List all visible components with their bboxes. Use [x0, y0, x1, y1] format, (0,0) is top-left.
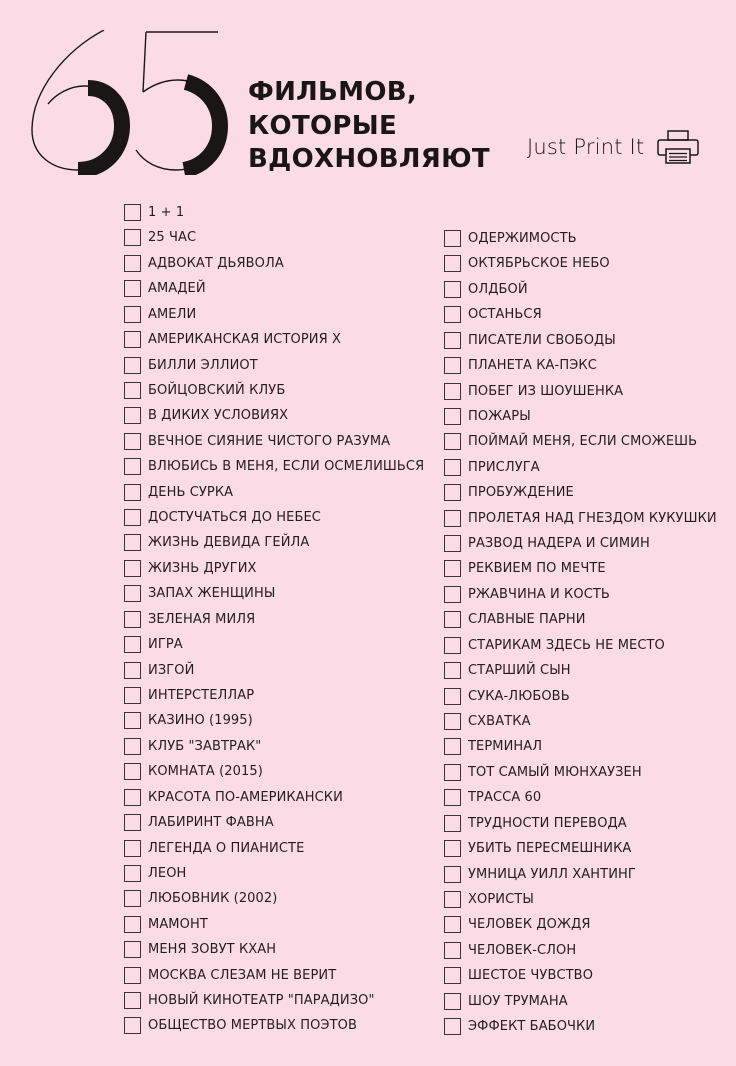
checkbox[interactable]: [124, 229, 141, 246]
checkbox[interactable]: [124, 204, 141, 221]
list-item: [124, 202, 184, 222]
list-item: [444, 965, 593, 985]
list-item: [444, 991, 568, 1011]
film-title: 25 ЧАС: [148, 229, 197, 245]
film-title: ЭФФЕКТ БАБОЧКИ: [468, 1018, 596, 1034]
checkbox[interactable]: [444, 484, 461, 501]
checkbox[interactable]: [124, 255, 141, 272]
list-item: [444, 228, 577, 248]
film-title: ИНТЕРСТЕЛЛАР: [148, 687, 255, 703]
film-title: АДВОКАТ ДЬЯВОЛА: [148, 255, 284, 271]
list-item: [124, 278, 206, 298]
checkbox[interactable]: [444, 993, 461, 1010]
list-item: [444, 711, 531, 731]
page-title-line-3: ВДОХНОВЛЯЮТ: [248, 144, 490, 174]
film-title: АМАДЕЙ: [148, 280, 206, 296]
checkbox[interactable]: [444, 891, 461, 908]
film-title: АМЕЛИ: [148, 306, 197, 322]
list-item: [444, 304, 542, 324]
checkbox[interactable]: [444, 510, 461, 527]
film-title: ПОБЕГ ИЗ ШОУШЕНКА: [468, 383, 624, 399]
checkbox[interactable]: [124, 763, 141, 780]
checkbox[interactable]: [124, 992, 141, 1009]
list-item: [124, 329, 341, 349]
checkbox[interactable]: [124, 534, 141, 551]
list-item: [444, 813, 627, 833]
list-item: [124, 812, 274, 832]
checkbox[interactable]: [444, 357, 461, 374]
checkbox[interactable]: [444, 866, 461, 883]
list-item: [124, 787, 343, 807]
list-item: [444, 660, 571, 680]
film-title: ХОРИСТЫ: [468, 891, 534, 907]
checkbox[interactable]: [444, 840, 461, 857]
film-title: ЗАПАХ ЖЕНЩИНЫ: [148, 585, 276, 601]
list-item: [444, 355, 597, 375]
film-title: ПОЙМАЙ МЕНЯ, ЕСЛИ СМОЖЕШЬ: [468, 433, 698, 449]
list-item: [124, 736, 261, 756]
list-item: [124, 253, 284, 273]
film-title: МОСКВА СЛЕЗАМ НЕ ВЕРИТ: [148, 967, 337, 983]
film-title: ДЕНЬ СУРКА: [148, 484, 234, 500]
film-title: ШЕСТОЕ ЧУВСТВО: [468, 967, 594, 983]
film-title: НОВЫЙ КИНОТЕАТР "ПАРАДИЗО": [148, 992, 375, 1008]
checkbox[interactable]: [124, 814, 141, 831]
film-title: КОМНАТА (2015): [148, 763, 263, 779]
checkbox[interactable]: [444, 281, 461, 298]
checkbox[interactable]: [444, 306, 461, 323]
film-title: ОБЩЕСТВО МЕРТВЫХ ПОЭТОВ: [148, 1017, 357, 1033]
checkbox[interactable]: [124, 712, 141, 729]
checkbox[interactable]: [124, 280, 141, 297]
film-title: ТОТ САМЫЙ МЮНХАУЗЕН: [468, 764, 642, 780]
checkbox[interactable]: [444, 789, 461, 806]
list-item: [124, 863, 186, 883]
film-title: ТРАССА 60: [468, 789, 542, 805]
checkbox[interactable]: [444, 459, 461, 476]
list-item: [444, 736, 542, 756]
list-item: [124, 965, 336, 985]
film-title: БИЛЛИ ЭЛЛИОТ: [148, 357, 258, 373]
film-title: ПЛАНЕТА КА-ПЭКС: [468, 357, 597, 373]
film-title: ИЗГОЙ: [148, 662, 195, 678]
list-item: [444, 482, 574, 502]
film-title: МАМОНТ: [148, 916, 208, 932]
checkbox[interactable]: [124, 916, 141, 933]
list-item: [124, 583, 275, 603]
list-item: [444, 940, 576, 960]
list-item: [444, 279, 528, 299]
hero-number-65: [26, 30, 241, 175]
list-item: [124, 380, 285, 400]
film-title: ТЕРМИНАЛ: [468, 738, 543, 754]
list-item: [444, 864, 636, 884]
checkbox[interactable]: [444, 255, 461, 272]
list-item: [124, 304, 196, 324]
checkbox[interactable]: [444, 433, 461, 450]
list-item: [124, 685, 254, 705]
film-title: УМНИЦА УИЛЛ ХАНТИНГ: [468, 866, 636, 882]
checkbox[interactable]: [444, 586, 461, 603]
checkbox[interactable]: [124, 585, 141, 602]
list-item: [444, 330, 616, 350]
film-title: ОСТАНЬСЯ: [468, 306, 542, 322]
checkbox[interactable]: [444, 967, 461, 984]
checkbox[interactable]: [444, 662, 461, 679]
checkbox[interactable]: [124, 687, 141, 704]
page-title-line-2: КОТОРЫЕ: [248, 110, 398, 141]
film-title: ДОСТУЧАТЬСЯ ДО НЕБЕС: [148, 509, 321, 525]
checkbox[interactable]: [124, 1017, 141, 1034]
list-item: [124, 838, 304, 858]
list-item: [124, 405, 288, 425]
checkbox[interactable]: [124, 306, 141, 323]
list-item: [444, 762, 642, 782]
list-item: [124, 456, 424, 476]
list-item: [444, 558, 606, 578]
checkbox[interactable]: [124, 357, 141, 374]
checkbox[interactable]: [444, 764, 461, 781]
film-title: ШОУ ТРУМАНА: [468, 993, 568, 1009]
brand: [527, 130, 700, 164]
checkbox[interactable]: [124, 509, 141, 526]
film-title: ОКТЯБРЬСКОЕ НЕБО: [468, 255, 610, 271]
checkbox[interactable]: [444, 230, 461, 247]
list-item: [444, 533, 650, 553]
list-item: [124, 710, 253, 730]
film-title: КРАСОТА ПО-АМЕРИКАНСКИ: [148, 789, 343, 805]
film-title: ВЕЧНОЕ СИЯНИЕ ЧИСТОГО РАЗУМА: [148, 433, 391, 449]
film-title: РЕКВИЕМ ПО МЕЧТЕ: [468, 560, 606, 576]
film-title: ПРОБУЖДЕНИЕ: [468, 484, 574, 500]
film-title: ЛАБИРИНТ ФАВНА: [148, 814, 274, 830]
film-title: ЧЕЛОВЕК-СЛОН: [468, 942, 577, 958]
list-item: [444, 609, 586, 629]
checkbox[interactable]: [444, 332, 461, 349]
film-title: ЖИЗНЬ ДРУГИХ: [148, 560, 257, 576]
checkbox[interactable]: [124, 967, 141, 984]
film-title: ТРУДНОСТИ ПЕРЕВОДА: [468, 815, 627, 831]
film-title: ОДЕРЖИМОСТЬ: [468, 230, 577, 246]
list-item: [444, 406, 531, 426]
list-item: [124, 532, 309, 552]
list-item: [124, 1015, 357, 1035]
film-title: СТАРШИЙ СЫН: [468, 662, 571, 678]
checkbox[interactable]: [444, 942, 461, 959]
list-item: [444, 838, 631, 858]
film-title: ЛЕОН: [148, 865, 187, 881]
list-item: [124, 990, 375, 1010]
film-title: АМЕРИКАНСКАЯ ИСТОРИЯ Х: [148, 331, 341, 347]
film-title: ЖИЗНЬ ДЕВИДА ГЕЙЛА: [148, 534, 310, 550]
checkbox[interactable]: [124, 611, 141, 628]
film-title: УБИТЬ ПЕРЕСМЕШНИКА: [468, 840, 632, 856]
checkbox[interactable]: [124, 636, 141, 653]
film-title: СЛАВНЫЕ ПАРНИ: [468, 611, 586, 627]
checkbox[interactable]: [124, 484, 141, 501]
list-item: [124, 355, 258, 375]
film-title: СХВАТКА: [468, 713, 531, 729]
checkbox[interactable]: [444, 688, 461, 705]
film-title: 1 + 1: [148, 204, 185, 220]
checkbox[interactable]: [444, 637, 461, 654]
checkbox[interactable]: [444, 408, 461, 425]
film-title: РАЗВОД НАДЕРА И СИМИН: [468, 535, 650, 551]
list-item: [124, 431, 390, 451]
checkbox[interactable]: [124, 840, 141, 857]
film-title: КАЗИНО (1995): [148, 712, 253, 728]
checkbox[interactable]: [444, 713, 461, 730]
list-item: [124, 761, 263, 781]
checkbox[interactable]: [124, 560, 141, 577]
film-title: ЛЮБОВНИК (2002): [148, 890, 278, 906]
film-title: СУКА-ЛЮБОВЬ: [468, 688, 570, 704]
list-item: [124, 888, 277, 908]
checkbox[interactable]: [124, 331, 141, 348]
film-title: В ДИКИХ УСЛОВИЯХ: [148, 407, 289, 423]
list-item: [124, 939, 276, 959]
film-title: РЖАВЧИНА И КОСТЬ: [468, 586, 610, 602]
list-item: [444, 508, 717, 528]
list-item: [444, 381, 623, 401]
film-title: ПРИСЛУГА: [468, 459, 540, 475]
page-title: [248, 76, 490, 177]
list-item: [124, 558, 257, 578]
film-title: МЕНЯ ЗОВУТ КХАН: [148, 941, 277, 957]
film-title: ПОЖАРЫ: [468, 408, 531, 424]
film-title: СТАРИКАМ ЗДЕСЬ НЕ МЕСТО: [468, 637, 665, 653]
list-item: [444, 431, 697, 451]
checkbox[interactable]: [124, 433, 141, 450]
checkbox[interactable]: [124, 458, 141, 475]
checkbox[interactable]: [444, 738, 461, 755]
film-title: ВЛЮБИСЬ В МЕНЯ, ЕСЛИ ОСМЕЛИШЬСЯ: [148, 458, 425, 474]
list-item: [444, 914, 591, 934]
film-title: ПРОЛЕТАЯ НАД ГНЕЗДОМ КУКУШКИ: [468, 510, 717, 526]
checkbox[interactable]: [124, 407, 141, 424]
list-item: [124, 634, 183, 654]
checkbox[interactable]: [124, 941, 141, 958]
list-item: [124, 660, 194, 680]
printer-icon: [656, 130, 700, 164]
checkbox[interactable]: [124, 738, 141, 755]
page-title-line-1: ФИЛЬМОВ,: [248, 77, 418, 107]
list-item: [444, 457, 540, 477]
film-title: БОЙЦОВСКИЙ КЛУБ: [148, 382, 286, 398]
list-item: [124, 507, 321, 527]
list-item: [124, 609, 255, 629]
checkbox[interactable]: [444, 1018, 461, 1035]
brand-name: Just Print It: [527, 135, 645, 159]
checkbox[interactable]: [444, 916, 461, 933]
film-title: ИГРА: [148, 636, 183, 652]
film-title: ПИСАТЕЛИ СВОБОДЫ: [468, 332, 616, 348]
checkbox[interactable]: [444, 383, 461, 400]
checkbox[interactable]: [444, 815, 461, 832]
checkbox[interactable]: [124, 382, 141, 399]
checkbox[interactable]: [444, 535, 461, 552]
film-title: ЛЕГЕНДА О ПИАНИСТЕ: [148, 840, 305, 856]
film-title: ОЛДБОЙ: [468, 281, 528, 297]
checkbox[interactable]: [444, 611, 461, 628]
list-item: [444, 584, 610, 604]
checkbox[interactable]: [124, 890, 141, 907]
checkbox[interactable]: [444, 560, 461, 577]
checkbox[interactable]: [124, 789, 141, 806]
checkbox[interactable]: [124, 865, 141, 882]
checkbox[interactable]: [124, 662, 141, 679]
film-title: ЧЕЛОВЕК ДОЖДЯ: [468, 916, 591, 932]
list-item: [444, 889, 534, 909]
list-item: [444, 686, 570, 706]
film-title: КЛУБ "ЗАВТРАК": [148, 738, 262, 754]
list-item: [444, 1016, 595, 1036]
list-item: [444, 635, 665, 655]
list-item: [124, 482, 233, 502]
list-item: [444, 787, 541, 807]
list-item: [444, 253, 610, 273]
list-item: [124, 914, 208, 934]
list-item: [124, 227, 196, 247]
film-title: ЗЕЛЕНАЯ МИЛЯ: [148, 611, 256, 627]
